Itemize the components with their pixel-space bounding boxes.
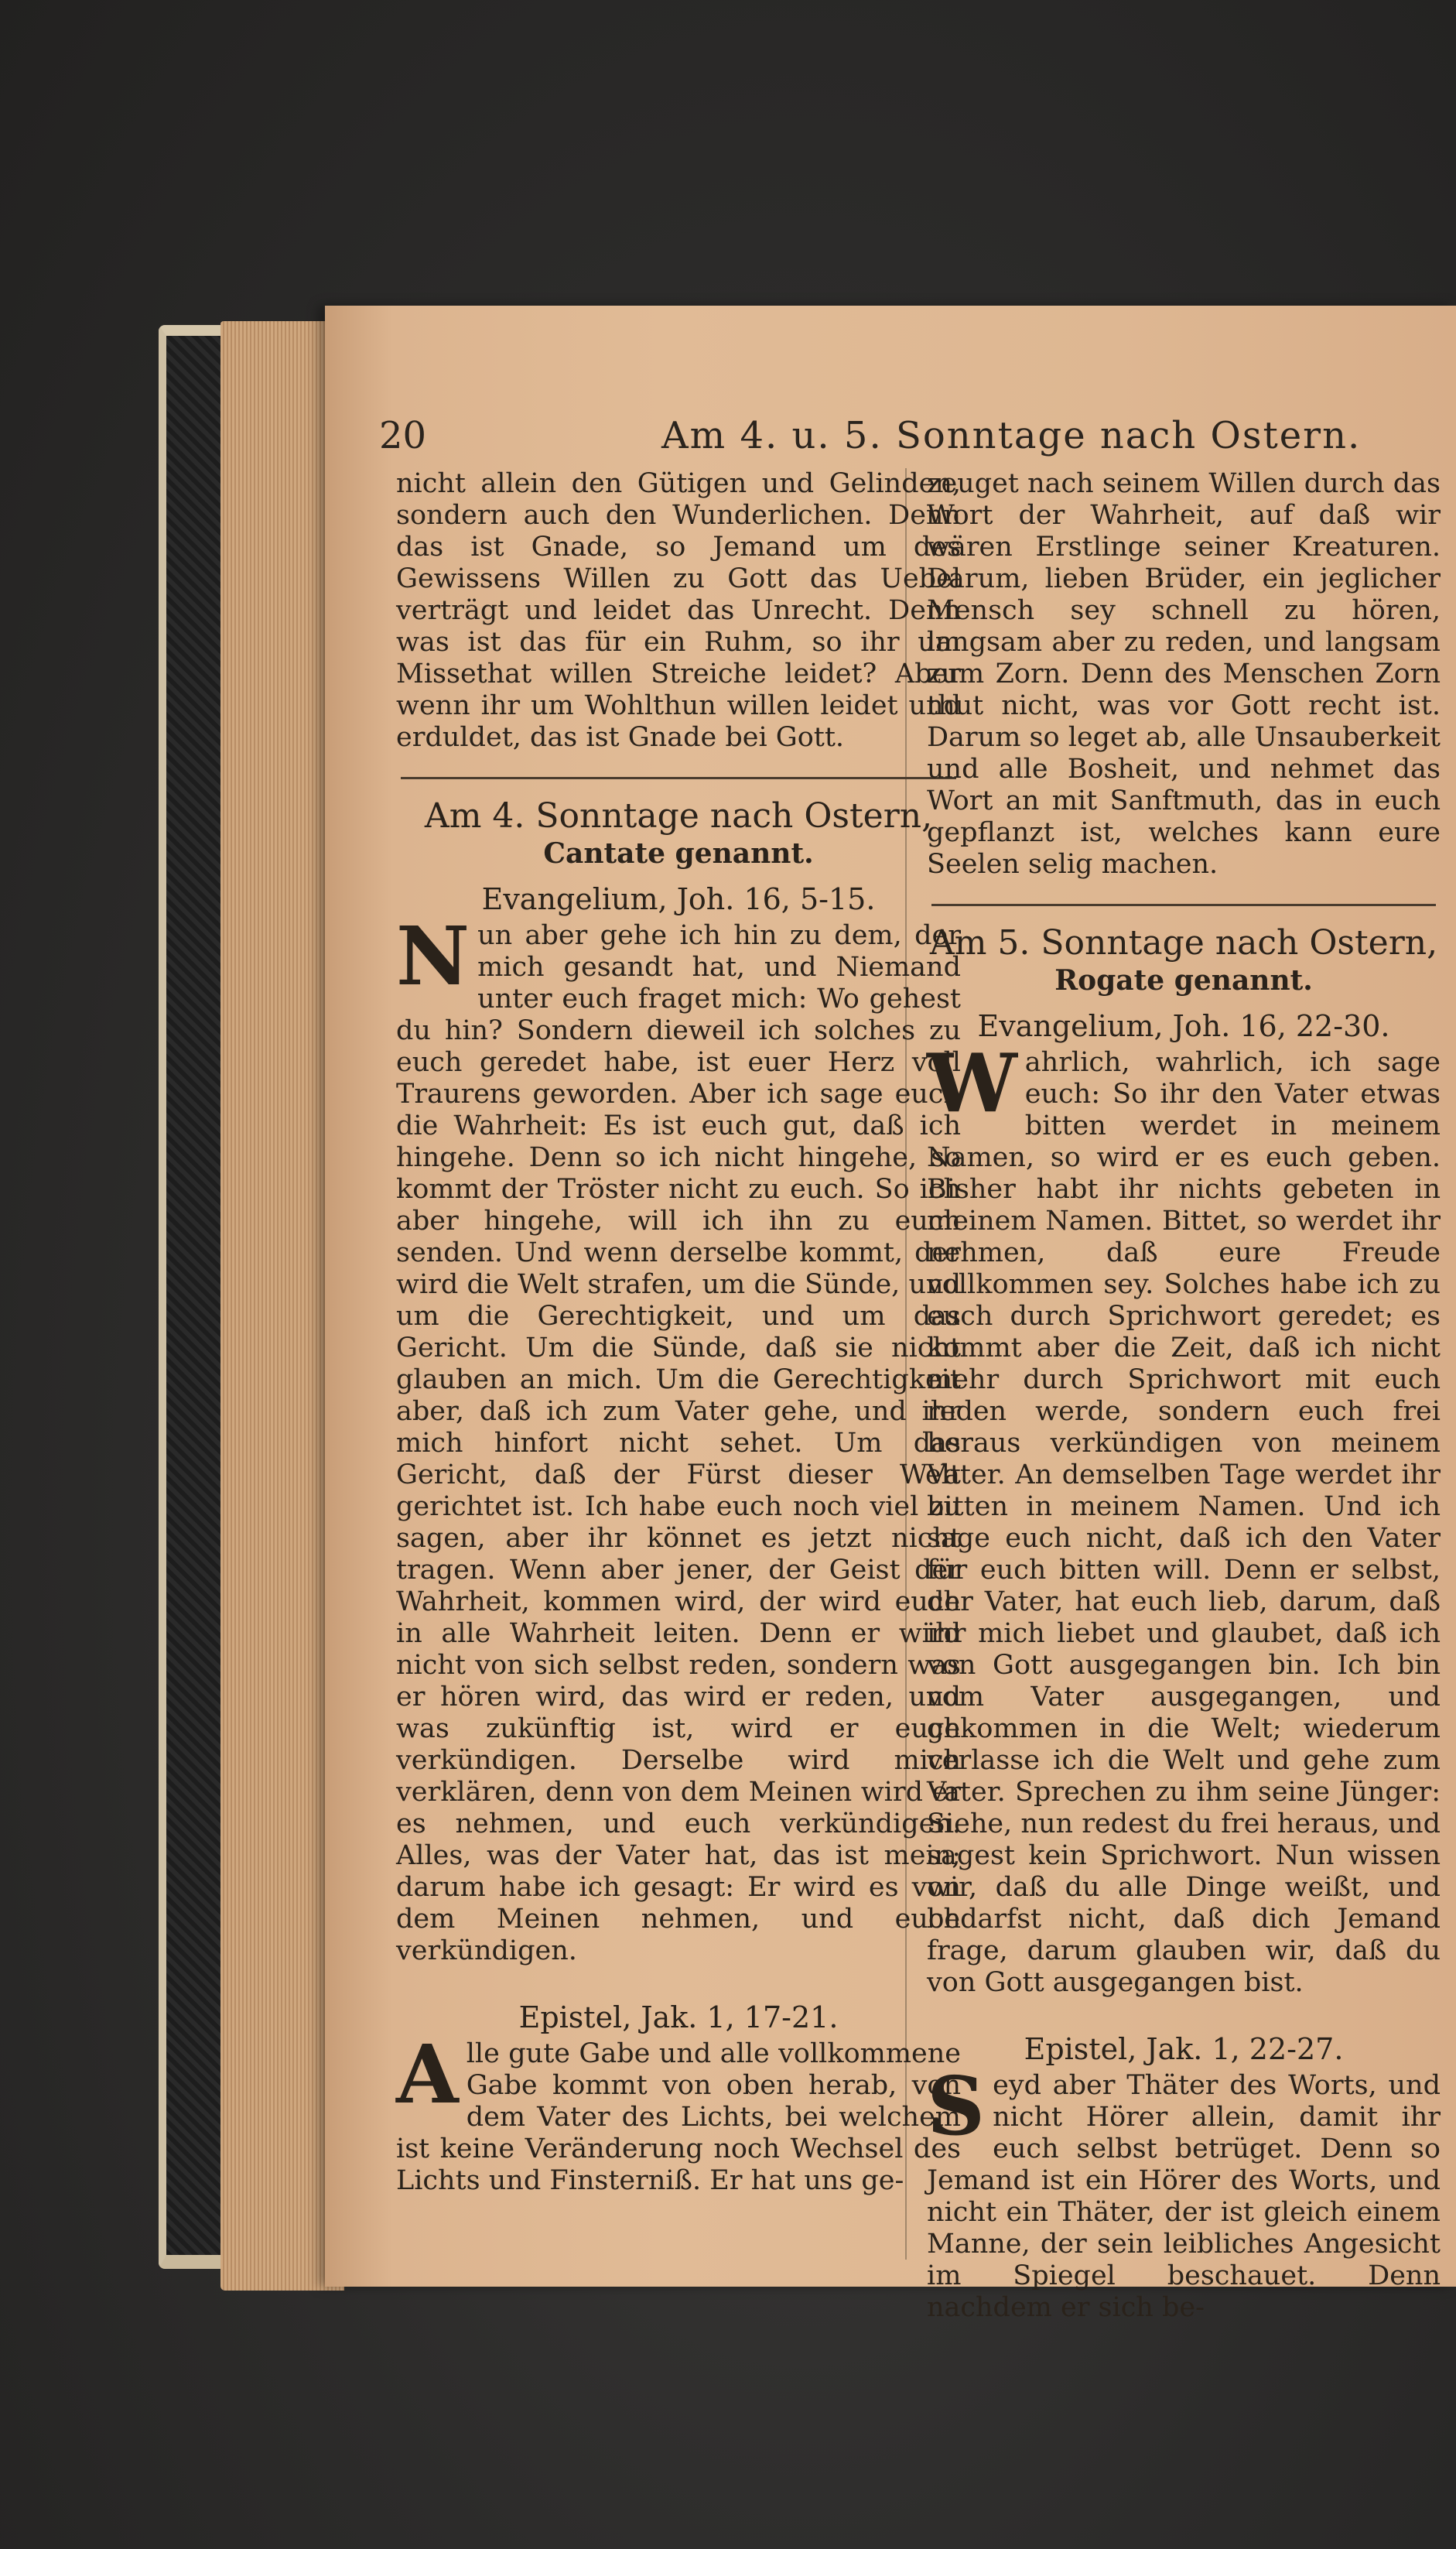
dropcap: A <box>396 2027 459 2122</box>
dropcap: N <box>396 908 470 1004</box>
epistle-text <box>927 2058 1441 2324</box>
section-subtitle-rogate: Rogate genannt. <box>1054 964 1313 997</box>
gospel-text <box>927 1035 1441 1999</box>
book-page <box>325 306 1456 2323</box>
section-title-rogate: Am 5. Sonntage nach Ostern, <box>929 923 1438 963</box>
right-column <box>927 468 1441 2324</box>
spacer <box>927 1999 1441 2027</box>
gospel-reference: Evangelium, Joh. 16, 22-30. <box>977 1009 1390 1043</box>
dropcap: W <box>927 1035 1017 1131</box>
epistle-reference: Epistel, Jak. 1, 22-27. <box>1024 2032 1344 2066</box>
gospel-text <box>396 908 961 1967</box>
epistle-text <box>396 2027 961 2197</box>
page-number: 20 <box>379 414 427 457</box>
section-subtitle-cantate: Cantate genannt. <box>543 837 814 870</box>
section-title-cantate: Am 4. Sonntage nach Ostern, <box>424 796 933 836</box>
section-rule <box>401 777 956 779</box>
page-header <box>379 414 1454 460</box>
gospel-body: ahrlich, wahrlich, ich sage euch: So ihr den Vater etwas bitten werdet in meinem Namen, so wird er es euch geben. Bisher habt ihr nichts gebeten in meinem Namen. Bittet, so werdet ihr nehmen, daß eure Freude vollkommen sey. Solches habe ich zu euch durch Sprichwort geredet; es kommt aber die Zeit, daß ich nicht mehr durch Sprichwort mit euch reden werde, sondern euch frei heraus verkündigen von meinem Vater. An demselben Tage werdet ihr bitten in meinem Namen. Und ich sage euch nicht, daß ich den Vater für euch bitten will. Denn er selbst, der Vater, hat euch lieb, darum, daß ihr mich liebet und glaubet, daß ich von Gott ausgegangen bin. Ich bin vom Vater ausgegangen, und gekommen in die Welt; wiederum verlasse ich die Welt und gehe zum Vater. Sprechen zu ihm seine Jünger: Siehe, nun redest du frei heraus, und sagest kein Sprichwort. Nun wissen wir, daß du alle Dinge weißt, und bedarfst nicht, daß dich Jemand frage, darum glauben wir, daß du von Gott ausgegangen bist. <box>927 1047 1441 1998</box>
dropcap: S <box>927 2058 986 2154</box>
section-rule <box>931 904 1436 906</box>
epistle-reference: Epistel, Jak. 1, 17-21. <box>518 2000 839 2034</box>
spacer <box>396 1967 961 1995</box>
epistle-body: lle gute Gabe und alle vollkommene Gabe kommt von oben herab, von dem Vater des Lichts, bei welchem ist keine Veränderung noch Wechsel des Lichts und Finsterniß. Er hat uns ge- <box>396 2038 961 2196</box>
epistle-body: eyd aber Thäter des Worts, und nicht Hörer allein, damit ihr euch selbst betrüget. Denn so Jemand ist ein Hörer des Worts, und nicht ein Thäter, der ist gleich einem Manne, der sein leibliches Angesicht im Spiegel beschauet. Denn nachdem er sich be- <box>927 2070 1441 2323</box>
gospel-body: un aber gehe ich hin zu dem, der mich gesandt hat, und Niemand unter euch fraget mich: Wo gehest du hin? Sondern dieweil ich solches zu euch geredet habe, ist euer Herz voll Traurens geworden. Aber ich sage euch die Wahrheit: Es ist euch gut, daß ich hingehe. Denn so ich nicht hingehe, so kommt der Tröster nicht zu euch. So ich aber hingehe, will ich ihn zu euch senden. Und wenn derselbe kommt, der wird die Welt strafen, um die Sünde, und um die Gerechtigkeit, und um das Gericht. Um die Sünde, daß sie nicht glauben an mich. Um die Gerechtigkeit aber, daß ich zum Vater gehe, und ihr mich hinfort nicht sehet. Um das Gericht, daß der Fürst dieser Welt gerichtet ist. Ich habe euch noch viel zu sagen, aber ihr könnet es jetzt nicht tragen. Wenn aber jener, der Geist der Wahrheit, kommen wird, der wird euch in alle Wahrheit leiten. Denn er wird nicht von sich selbst reden, sondern was er hören wird, das wird er reden, und was zukünftig ist, wird er euch verkündigen. Derselbe wird mich verklären, denn von dem Meinen wird er es nehmen, und euch verkündigen. Alles, was der Vater hat, das ist mein; darum habe ich gesagt: Er wird es von dem Meinen nehmen, und euch verkündigen. <box>396 920 961 1966</box>
left-column <box>396 468 961 2197</box>
continuation-paragraph: zeuget nach seinem Willen durch das Wort der Wahrheit, auf daß wir wären Erstlinge seiner Kreaturen. Darum, lieben Brüder, ein jeglicher Mensch sey schnell zu hören, langsam aber zu reden, und langsam zum Zorn. Denn des Menschen Zorn thut nicht, was vor Gott recht ist. Darum so leget ab, alle Unsauberkeit und alle Bosheit, und nehmet das Wort an mit Sanftmuth, das in euch gepflanzt ist, welches kann eure Seelen selig machen. <box>927 468 1441 880</box>
intro-paragraph: nicht allein den Gütigen und Gelinden, sondern auch den Wunderlichen. Denn das ist Gnade, so Jemand um des Gewissens Willen zu Gott das Uebel verträgt und leidet das Unrecht. Denn was ist das für ein Ruhm, so ihr um Missethat willen Streiche leidet? Aber wenn ihr um Wohlthun willen leidet und erduldet, das ist Gnade bei Gott. <box>396 468 961 753</box>
running-title: Am 4. u. 5. Sonntage nach Ostern. <box>661 414 1362 457</box>
gospel-reference: Evangelium, Joh. 16, 5-15. <box>481 882 876 916</box>
